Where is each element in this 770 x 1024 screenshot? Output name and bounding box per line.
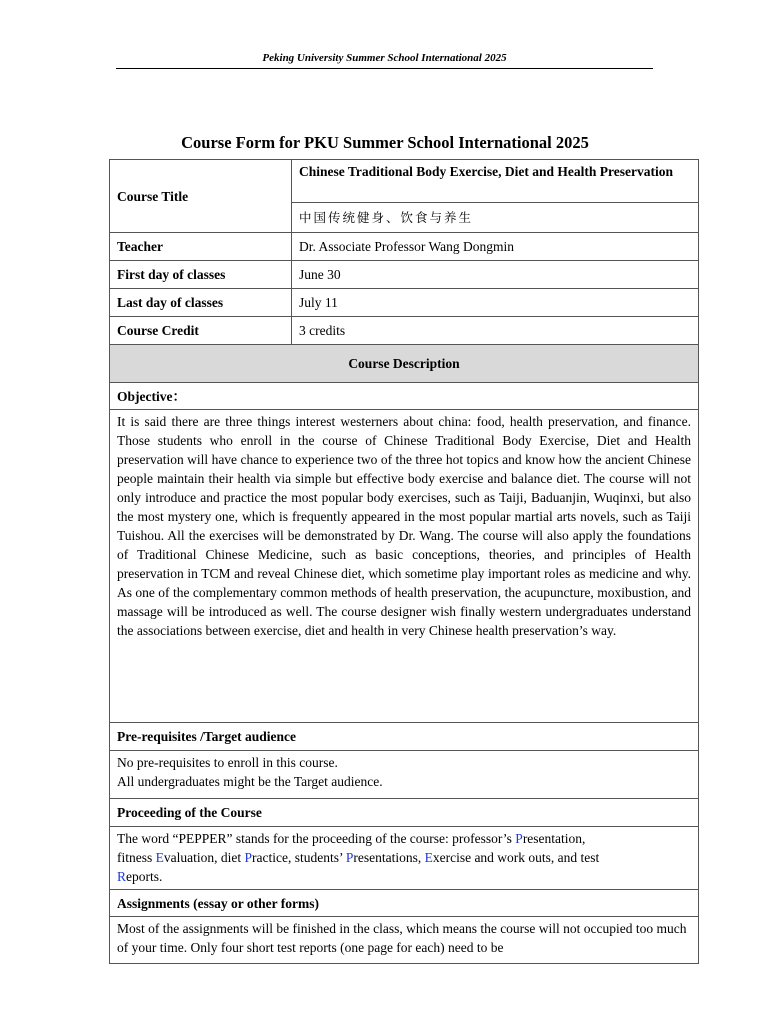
- course-title-chinese: [292, 203, 699, 233]
- objective-label: Objective：: [110, 383, 699, 410]
- assignments-label: Assignments (essay or other forms): [110, 890, 699, 917]
- teacher-row: [110, 233, 699, 261]
- credit-label: Course Credit: [110, 317, 292, 345]
- assignments-label-row: [110, 890, 699, 917]
- teacher-label: Teacher: [110, 233, 292, 261]
- proceeding-body-row: [110, 827, 699, 890]
- course-description-heading: Course Description: [110, 345, 699, 383]
- proceeding-label: Proceeding of the Course: [110, 799, 699, 827]
- proceeding-label-row: [110, 799, 699, 827]
- page-title: Course Form for PKU Summer School International 2025: [181, 133, 589, 152]
- first-day-label: First day of classes: [110, 261, 292, 289]
- running-header: Peking University Summer School International 2025: [116, 52, 653, 69]
- prereq-label-row: [110, 723, 699, 751]
- prereq-label: Pre-requisites /Target audience: [110, 723, 699, 751]
- first-day-value: June 30: [292, 261, 699, 289]
- course-title-english: Chinese Traditional Body Exercise, Diet and Health Preservation: [292, 160, 699, 203]
- last-day-label: Last day of classes: [110, 289, 292, 317]
- credit-value: 3 credits: [292, 317, 699, 345]
- course-form-table: [109, 159, 699, 964]
- teacher-value: Dr. Associate Professor Wang Dongmin: [292, 233, 699, 261]
- proceeding-text: The word “PEPPER” stands for the proceeding of the course: professor’s Presentation, fitness Evaluation, diet Practice, students’ Presentations, Exercise and work outs, and test Reports.: [110, 827, 699, 890]
- prereq-text: [110, 751, 699, 799]
- course-title-label: Course Title: [110, 160, 292, 233]
- prereq-line-2: All undergraduates might be the Target audience.: [117, 774, 383, 789]
- last-day-row: [110, 289, 699, 317]
- assignments-body-row: [110, 917, 699, 964]
- prereq-line-1: No pre-requisites to enroll in this course.: [117, 755, 338, 770]
- credit-row: [110, 317, 699, 345]
- prereq-body-row: [110, 751, 699, 799]
- objective-label-row: [110, 383, 699, 410]
- assignments-text: Most of the assignments will be finished in the class, which means the course will not occupied too much of your time. Only four short test reports (one page for each) need to be: [110, 917, 699, 964]
- course-title-row: [110, 160, 699, 203]
- chinese-title-text: 中国传统健身、饮食与养生: [299, 210, 474, 225]
- objective-text: It is said there are three things interest westerners about china: food, health preservation, and finance. Those students who enroll in the course of Chinese Traditional Body Exercise, Diet and Health preservation will have chance to experience two of the three hot topics and know how the ancient Chinese people maintain their health via simple but effective body exercise and balance diet. The course will not only introduce and practice the most popular body exercises, such as Taiji, Baduanjin, Wuqinxi, but also the most mystery one, which is frequently appeared in the most popular martial arts novels, such as Taiji Tuishou. All the exercises will be demonstrated by Dr. Wang. The course will also apply the foundations of Traditional Chinese Medicine, such as basic conceptions, theories, and principles of Health preservation in TCM and reveal Chinese diet, which sometime play important roles as medicine and why. As one of the complementary common methods of health preservation, the acupuncture, moxibustion, and massage will be introduced as well. The course designer wish finally western undergraduates understand the associations between exercise, diet and health in very Chinese health preservation’s way.: [110, 410, 699, 723]
- description-heading-row: [110, 345, 699, 383]
- first-day-row: [110, 261, 699, 289]
- objective-body-row: [110, 410, 699, 723]
- last-day-value: July 11: [292, 289, 699, 317]
